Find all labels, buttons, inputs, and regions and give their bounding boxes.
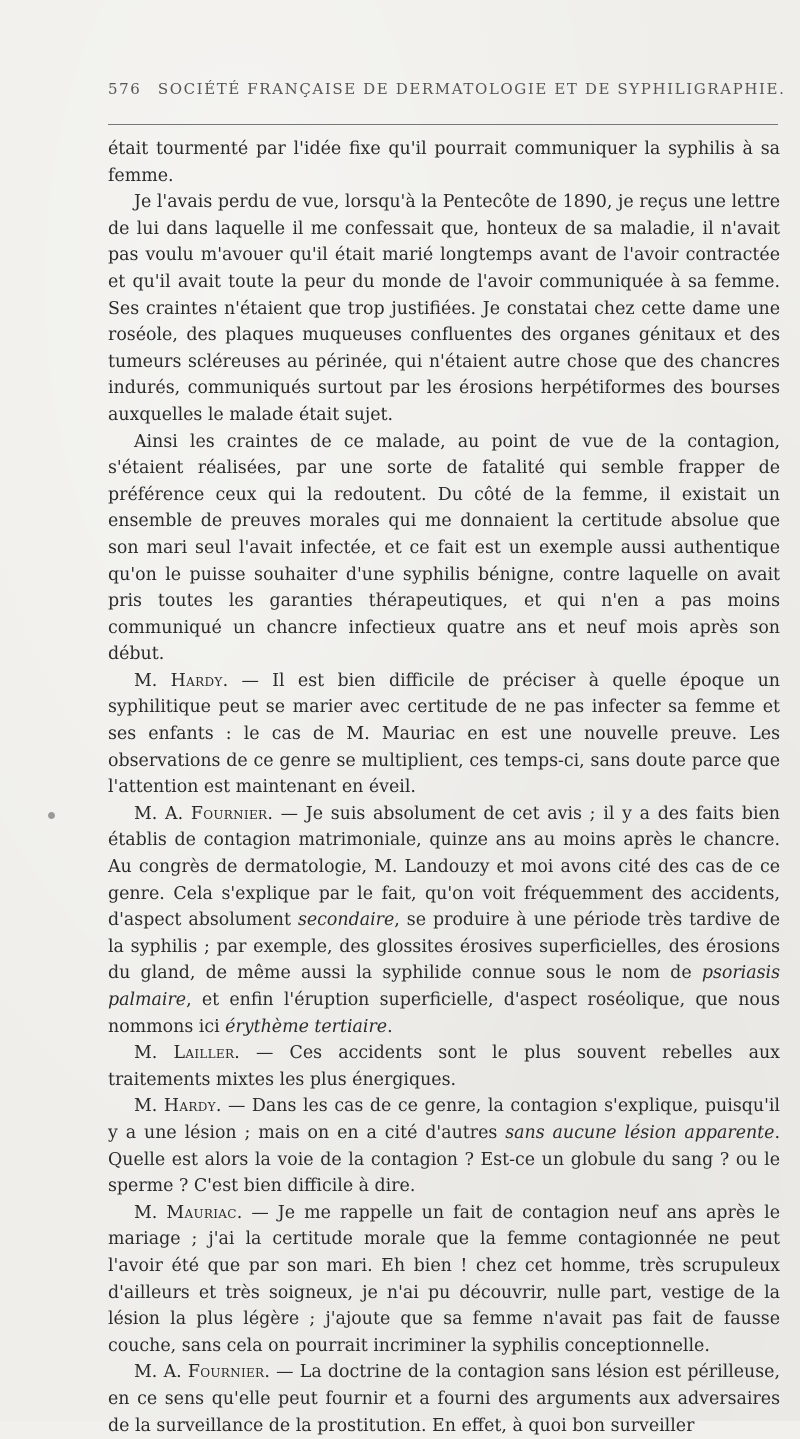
text-segment: . — Je suis absolument de cet avis ; il y a des faits bien établis de contagion matrimoniale, quinze ans au moins après le chancre. Au congrès de dermatologie, M. Landouzy et moi avons cité des cas de ce genre. Cela s'explique par le fait, qu'on voit fréquemment des accidents, d'aspect absolument bbox=[108, 803, 780, 931]
italic-text: psoriasis palmaire bbox=[108, 963, 780, 1010]
paragraph bbox=[108, 801, 780, 1040]
text-segment: , se produire à une période très tardive de la syphilis ; par exemple, des glossites érosives superficielles, des érosions du gland, de même aussi la syphilide connue sous le nom de bbox=[108, 910, 781, 984]
text-segment: . — Il est bien difficile de préciser à quelle époque un syphilitique peut se marier avec certitude de ne pas infecter sa femme et ses enfants : le cas de M. Mauriac en est une nouvelle preuve. Les observations de ce genre se multiplient, ces temps-ci, sans doute parce que l'attention est maintenant en éveil. bbox=[108, 670, 780, 798]
paragraph bbox=[108, 1200, 780, 1360]
text-segment: . — Ces accidents sont le plus souvent rebelles aux traitements mixtes les plus énergiques. bbox=[108, 1043, 780, 1090]
paragraph bbox=[108, 429, 780, 668]
paragraph bbox=[108, 1040, 780, 1093]
text-segment: était tourmenté par l'idée fixe qu'il pourrait communiquer la syphilis à sa femme. bbox=[108, 139, 780, 186]
text-segment: M. A. bbox=[134, 1362, 188, 1383]
paragraph bbox=[108, 136, 780, 189]
text-segment: . Quelle est alors la voie de la contagion ? Est-ce un globule du sang ? ou le sperme ? C'est bien difficile à dire. bbox=[108, 1122, 780, 1197]
speaker-name: Lailler bbox=[173, 1043, 235, 1064]
text-segment: . — Je me rappelle un fait de contagion neuf ans après le mariage ; j'ai la certitude morale que la femme contagionnée ne peut l'avoir été que par son mari. Eh bien ! chez cet homme, très scrupuleux d'ailleurs et très soigneux, je n'ai pu découvrir, nulle part, vestige de la lésion la plus légère ; j'ajoute que sa femme n'avait pas fait de fausse couche, sans cela on pourrait incriminer la syphilis conceptionnelle. bbox=[108, 1202, 780, 1356]
italic-text: érythème tertiaire bbox=[225, 1016, 388, 1037]
text-segment: M. bbox=[134, 1096, 164, 1117]
paragraph bbox=[108, 1093, 780, 1199]
paragraph bbox=[108, 668, 780, 801]
paragraph bbox=[108, 189, 780, 428]
running-header bbox=[108, 80, 786, 98]
italic-text: sans aucune lésion apparente bbox=[505, 1122, 775, 1143]
page-number: 576 bbox=[108, 80, 142, 98]
running-title: SOCIÉTÉ FRANÇAISE DE DERMATOLOGIE ET DE SYPHILIGRAPHIE. bbox=[157, 80, 786, 98]
speaker-name: Hardy bbox=[163, 1096, 216, 1117]
text-segment: M. bbox=[134, 1043, 174, 1064]
speaker-name: Fournier bbox=[187, 1362, 265, 1383]
text-segment: . — La doctrine de la contagion sans lésion est périlleuse, en ce sens qu'elle peut fournir et a fourni des arguments aux adversaires de la surveillance de la prostitution. En effet, à quoi bon surveiller bbox=[108, 1362, 781, 1436]
text-segment: . — Dans les cas de ce genre, la contagion s'explique, puisqu'il y a une lésion ; mais on en a cité d'autres bbox=[108, 1096, 780, 1143]
italic-text: secondaire bbox=[297, 910, 395, 931]
text-segment: Ainsi les craintes de ce malade, au point de vue de la contagion, s'étaient réalisées, par une sorte de fatalité qui semble frapper de préférence ceux qui la redoutent. Du côté de la femme, il existait un ensemble de preuves morales qui me donnaient la certitude absolue que son mari seul l'avait infectée, et ce fait est un exemple aussi authentique qu'on le puisse souhaiter d'une syphilis bénigne, contre laquelle on avait pris toutes les garanties thérapeutiques, et qui n'en a pas moins communiqué un chancre infectieux quatre ans et neuf mois après son début. bbox=[108, 431, 780, 665]
text-segment: . bbox=[387, 1016, 393, 1037]
header-rule bbox=[108, 124, 778, 125]
text-segment: M. bbox=[134, 670, 171, 691]
text-segment: M. bbox=[134, 1202, 167, 1223]
margin-mark bbox=[48, 812, 55, 819]
body-text bbox=[108, 136, 780, 1439]
speaker-name: Mauriac bbox=[166, 1202, 237, 1223]
paragraph bbox=[108, 1359, 780, 1439]
text-segment: Je l'avais perdu de vue, lorsqu'à la Pentecôte de 1890, je reçus une lettre de lui dans laquelle il me confessait que, honteux de sa maladie, il n'avait pas voulu m'avouer qu'il était marié longtemps avant de l'avoir contractée et qu'il avait toute la peur du monde de l'avoir communiquée à sa femme. Ses craintes n'étaient que trop justifiées. Je constatai chez cette dame une roséole, des plaques muqueuses confluentes des organes génitaux et des tumeurs scléreuses au périnée, qui n'étaient autre chose que des chancres indurés, communiqués surtout par les érosions herpétiformes des bourses auxquelles le malade était sujet. bbox=[108, 192, 780, 425]
speaker-name: Fournier bbox=[190, 803, 268, 824]
speaker-name: Hardy bbox=[170, 670, 223, 691]
text-segment: , et enfin l'éruption superficielle, d'aspect roséolique, que nous nommons ici bbox=[108, 990, 780, 1037]
text-segment: M. A. bbox=[134, 803, 191, 824]
